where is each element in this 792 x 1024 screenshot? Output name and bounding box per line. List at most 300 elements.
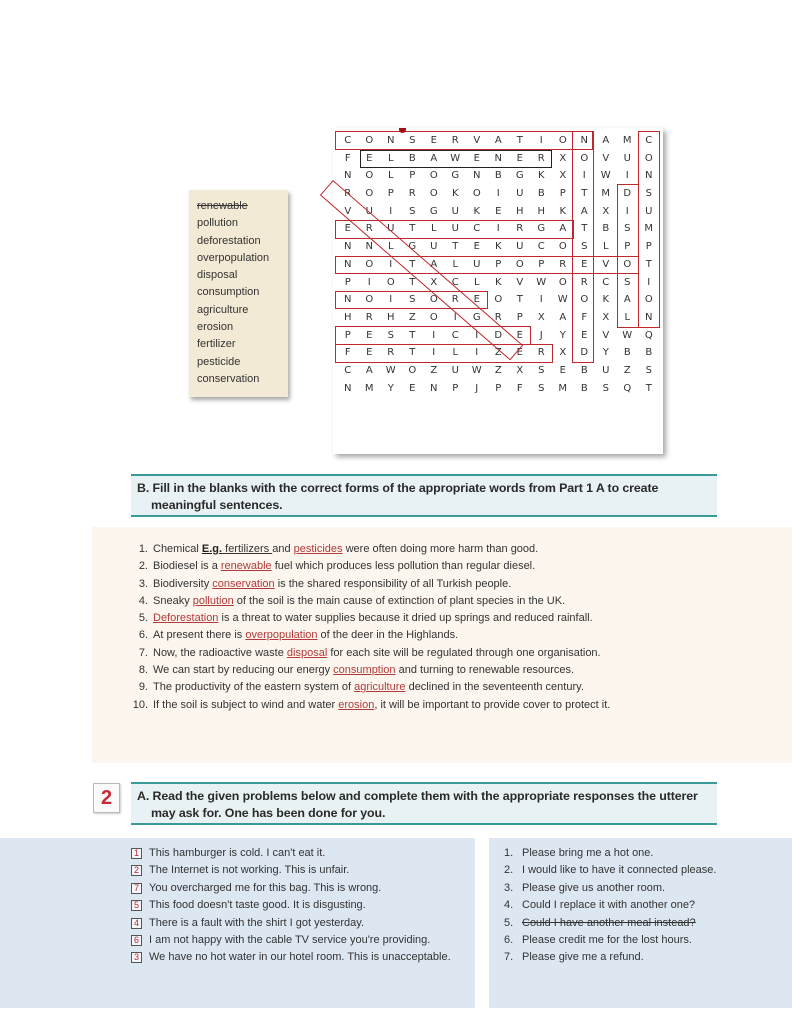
grid-cell: C <box>473 223 481 235</box>
problem-item <box>131 845 459 862</box>
grid-cell: I <box>647 276 651 288</box>
answer-blank: disposal <box>286 646 328 659</box>
grid-row <box>337 309 660 327</box>
problem-text: I am not happy with the cable TV service you're providing. <box>149 934 431 947</box>
fill-in-panel <box>92 527 792 763</box>
answer-blank: conservation <box>212 577 275 590</box>
grid-cell: A <box>559 311 567 323</box>
word-conservation: conservation <box>197 372 260 385</box>
grid-cell: E <box>473 294 480 306</box>
grid-cell: V <box>602 258 610 270</box>
word-fertilizer: fertilizer <box>197 338 236 351</box>
grid-cell: U <box>516 188 524 200</box>
grid-cell: I <box>539 135 543 146</box>
word-pesticide: pesticide <box>197 355 241 368</box>
grid-cell: H <box>537 205 546 217</box>
grid-cell: E <box>473 152 480 164</box>
grid-cell: U <box>473 258 481 270</box>
problem-text: You overcharged me for this bag. This is wrong. <box>149 881 382 894</box>
grid-cell: F <box>344 152 351 164</box>
grid-cell: O <box>365 294 374 306</box>
grid-cell: C <box>344 135 352 146</box>
grid-cell: O <box>580 294 589 306</box>
grid-cell: P <box>516 311 523 323</box>
problem-item <box>131 897 459 914</box>
answer-box[interactable]: 1 <box>131 848 142 859</box>
word-renewable: renewable <box>197 200 248 212</box>
word-pollution: pollution <box>197 217 238 230</box>
sentence-item: 10. If the soil is subject to wind and water erosion, it will be important to provide cover to protect it. <box>130 697 610 714</box>
grid-cell: X <box>516 364 524 376</box>
response-number: 7. <box>504 951 514 964</box>
grid-cell: I <box>475 329 479 341</box>
sentence-item: 2. Biodiesel is a renewable fuel which produces less pollution than regular diesel. <box>130 558 610 575</box>
sentence-number: 1. <box>138 543 148 555</box>
grid-cell: S <box>581 241 588 253</box>
grid-cell: R <box>559 258 567 270</box>
sentence-item: 8. We can start by reducing our energy consumption and turning to renewable resources. <box>130 662 610 679</box>
sentence-number: 10. <box>132 698 148 711</box>
grid-cell: I <box>539 294 543 306</box>
response-item <box>504 845 716 862</box>
grid-cell: U <box>451 364 459 376</box>
grid-cell: N <box>344 382 352 394</box>
response-text: Please credit me for the lost hours. <box>522 934 692 947</box>
grid-cell: W <box>471 364 482 376</box>
grid-cell: C <box>451 276 459 288</box>
grid-cell: K <box>602 294 610 306</box>
sentence-item: 7. Now, the radioactive waste disposal for each site will be regulated through one organisation. <box>130 645 610 662</box>
grid-cell: U <box>602 364 610 376</box>
grid-cell: T <box>516 294 523 306</box>
grid-cell: I <box>432 329 436 341</box>
grid-cell: L <box>387 241 394 253</box>
grid-cell: C <box>537 241 545 253</box>
grid-cell: L <box>452 258 459 270</box>
grid-cell: R <box>387 347 395 359</box>
grid-cell: O <box>365 188 374 200</box>
grid-cell: O <box>472 188 481 200</box>
problem-text: This hamburger is cold. I can't eat it. <box>149 847 326 859</box>
response-number: 5. <box>504 916 514 929</box>
grid-row <box>337 150 660 168</box>
problems-panel <box>0 838 475 1008</box>
grid-cell: N <box>344 258 352 270</box>
grid-cell: R <box>344 188 352 200</box>
grid-cell: G <box>451 170 460 182</box>
grid-cell: E <box>559 364 566 376</box>
sentence-item: 1. Chemical E.g. fertilizers and pesticides were often doing more harm than good. <box>130 541 610 558</box>
answer-blank: agriculture <box>354 681 406 694</box>
grid-cell: I <box>367 276 371 288</box>
grid-cell: M <box>622 135 632 146</box>
response-number: 6. <box>504 934 514 947</box>
grid-cell: K <box>451 188 459 200</box>
problem-item <box>131 862 459 879</box>
sentence-number: 8. <box>138 664 148 677</box>
sentence-number: 9. <box>138 681 148 694</box>
grid-row <box>337 256 660 274</box>
grid-cell: X <box>559 347 567 359</box>
answer-blank: renewable <box>220 560 272 573</box>
grid-cell: T <box>409 329 416 341</box>
grid-cell: U <box>387 223 395 235</box>
grid-cell: H <box>343 311 352 323</box>
grid-cell: O <box>408 364 417 376</box>
answer-blank: overpopulation <box>245 629 318 642</box>
grid-cell: N <box>494 152 502 164</box>
grid-cell: M <box>601 188 611 200</box>
word-search-puzzle <box>333 128 663 454</box>
problem-item <box>131 915 459 932</box>
answer-blank: consumption <box>333 664 396 677</box>
grid-cell: N <box>344 170 352 182</box>
response-item <box>504 915 716 932</box>
grid-cell: V <box>602 152 610 164</box>
example-label: E.g. <box>201 543 223 555</box>
word-disposal: disposal <box>197 269 238 282</box>
problem-text: We have no hot water in our hotel room. This is unacceptable. <box>149 951 451 964</box>
grid-cell: R <box>451 294 459 306</box>
grid-cell: L <box>473 276 480 288</box>
grid-cell: E <box>473 241 480 253</box>
grid-cell: S <box>624 276 631 288</box>
grid-cell: Z <box>494 347 502 359</box>
grid-cell: E <box>366 347 373 359</box>
grid-cell: R <box>537 347 545 359</box>
grid-row <box>337 203 660 221</box>
grid-cell: G <box>408 241 417 253</box>
grid-cell: X <box>602 205 610 217</box>
grid-cell: W <box>536 276 547 288</box>
grid-cell: E <box>581 258 588 270</box>
grid-cell: N <box>365 241 373 253</box>
grid-cell: I <box>625 205 629 217</box>
word-consumption: consumption <box>197 286 260 299</box>
grid-cell: R <box>494 311 502 323</box>
grid-cell: M <box>558 382 568 394</box>
grid-cell: I <box>582 170 586 182</box>
grid-cell: S <box>645 188 652 200</box>
grid-cell: E <box>366 152 373 164</box>
grid-cell: U <box>516 241 524 253</box>
grid-cell: C <box>645 135 653 146</box>
word-deforestation: deforestation <box>197 234 261 247</box>
sentence-number: 6. <box>138 629 148 642</box>
response-item <box>504 880 716 897</box>
answer-box[interactable]: 4 <box>131 918 142 929</box>
grid-cell: I <box>496 188 500 200</box>
grid-cell: O <box>644 294 653 306</box>
grid-cell: D <box>623 188 632 200</box>
grid-cell: G <box>537 223 546 235</box>
grid-cell: R <box>580 276 588 288</box>
problem-list <box>131 845 459 967</box>
grid-cell: O <box>558 276 567 288</box>
grid-cell: T <box>409 347 416 359</box>
grid-cell: W <box>557 294 568 306</box>
grid-cell: S <box>538 382 545 394</box>
grid-cell: V <box>602 329 610 341</box>
grid-cell: A <box>494 135 502 146</box>
grid-cell: S <box>387 329 394 341</box>
grid-cell: P <box>538 258 545 270</box>
grid-cell: A <box>623 294 631 306</box>
grid-cell: N <box>645 311 653 323</box>
grid-cell: S <box>409 205 416 217</box>
grid-cell: O <box>623 258 632 270</box>
grid-cell: K <box>559 205 567 217</box>
grid-cell: G <box>429 205 438 217</box>
answer-box[interactable]: 2 <box>131 865 142 876</box>
grid-cell: I <box>625 170 629 182</box>
grid-cell: O <box>386 276 395 288</box>
grid-cell: R <box>408 188 416 200</box>
grid-cell: L <box>602 241 609 253</box>
grid-cell: T <box>645 382 652 394</box>
sentence-list <box>130 541 610 714</box>
grid-row <box>337 132 660 150</box>
grid-cell: P <box>559 188 566 200</box>
grid-cell: E <box>516 329 523 341</box>
grid-cell: W <box>600 170 611 182</box>
grid-cell: B <box>645 347 653 359</box>
grid-cell: O <box>515 258 524 270</box>
grid-cell: Z <box>623 364 631 376</box>
grid-cell: E <box>366 329 373 341</box>
grid-cell: E <box>344 223 351 235</box>
sentence-number: 2. <box>138 560 148 573</box>
response-text: Please give us another room. <box>522 881 666 894</box>
grid-cell: O <box>365 258 374 270</box>
grid-cell: F <box>344 347 351 359</box>
grid-cell: N <box>387 135 395 146</box>
grid-cell: Q <box>644 329 653 341</box>
grid-cell: L <box>387 170 394 182</box>
response-text: Please give me a refund. <box>522 951 644 964</box>
grid-cell: E <box>495 205 502 217</box>
grid-cell: I <box>453 311 457 323</box>
grid-cell: K <box>473 205 481 217</box>
grid-cell: U <box>365 205 373 217</box>
grid-cell: J <box>539 329 543 341</box>
grid-cell: Z <box>430 364 438 376</box>
grid-cell: O <box>558 135 567 146</box>
grid-cell: I <box>496 223 500 235</box>
grid-cell: Y <box>387 382 394 394</box>
grid-cell: R <box>365 223 373 235</box>
grid-cell: P <box>387 188 394 200</box>
grid-cell: U <box>645 205 653 217</box>
grid-row <box>337 274 660 292</box>
grid-cell: G <box>515 170 524 182</box>
grid-cell: Z <box>408 311 416 323</box>
responses-panel <box>489 838 792 1008</box>
response-text: Please bring me a hot one. <box>522 847 654 859</box>
answer-box[interactable]: 5 <box>131 900 142 911</box>
grid-row <box>337 220 660 238</box>
grid-cell: T <box>409 258 416 270</box>
grid-cell: R <box>537 152 545 164</box>
sentence-number: 7. <box>138 646 148 659</box>
grid-cell: C <box>344 364 352 376</box>
grid-row <box>337 344 660 362</box>
answer-box[interactable]: 7 <box>131 883 142 894</box>
response-text: Could I replace it with another one? <box>522 899 696 912</box>
grid-cell: S <box>645 364 652 376</box>
grid-cell: S <box>409 294 416 306</box>
grid-cell: C <box>451 329 459 341</box>
grid-cell: B <box>623 347 631 359</box>
grid-cell: O <box>494 294 503 306</box>
grid-cell: A <box>430 152 438 164</box>
grid-row <box>337 291 660 309</box>
grid-cell: O <box>580 152 589 164</box>
grid-cell: V <box>344 205 352 217</box>
sentence-number: 4. <box>138 594 148 607</box>
answer-blank: Deforestation <box>153 612 219 625</box>
response-text: I would like to have it connected please. <box>522 864 717 877</box>
grid-cell: N <box>430 382 438 394</box>
grid-cell: I <box>389 258 393 270</box>
grid-cell: O <box>429 294 438 306</box>
grid-cell: E <box>409 382 416 394</box>
grid-cell: L <box>452 347 459 359</box>
grid-cell: T <box>581 188 588 200</box>
word-agriculture: agriculture <box>197 303 249 316</box>
answer-box[interactable]: 6 <box>131 935 142 946</box>
answer-blank: erosion <box>338 698 375 711</box>
grid-cell: E <box>516 347 523 359</box>
example-answer: fertilizers <box>222 543 273 555</box>
grid-cell: W <box>450 152 461 164</box>
grid-cell: B <box>537 188 545 200</box>
response-item <box>504 897 716 914</box>
grid-cell: X <box>602 311 610 323</box>
grid-cell: A <box>580 205 588 217</box>
grid-cell: O <box>644 152 653 164</box>
grid-cell: P <box>452 382 459 394</box>
grid-row <box>337 327 660 345</box>
grid-cell: X <box>559 152 567 164</box>
grid-cell: O <box>429 188 438 200</box>
grid-row <box>337 185 660 203</box>
grid-row <box>337 238 660 256</box>
problem-item <box>131 949 459 966</box>
grid-cell: E <box>516 152 523 164</box>
grid-cell: B <box>580 364 588 376</box>
sentence-item: 3. Biodiversity conservation is the shared responsibility of all Turkish people. <box>130 576 610 593</box>
grid-cell: H <box>386 311 395 323</box>
grid-cell: R <box>516 223 524 235</box>
response-number: 2. <box>504 864 514 877</box>
problem-text: This food doesn't taste good. It is disgusting. <box>149 899 366 912</box>
grid-cell: K <box>494 241 502 253</box>
grid-row <box>337 380 660 398</box>
grid-cell: M <box>364 382 374 394</box>
grid-cell: X <box>430 276 438 288</box>
grid-cell: E <box>430 135 437 146</box>
grid-cell: P <box>495 382 502 394</box>
grid-cell: P <box>645 241 652 253</box>
response-number: 3. <box>504 881 514 894</box>
grid-cell: P <box>624 241 631 253</box>
grid-cell: P <box>344 276 351 288</box>
grid-cell: K <box>537 170 545 182</box>
grid-cell: N <box>645 170 653 182</box>
grid-cell: B <box>602 223 610 235</box>
word-overpopulation: overpopulation <box>197 251 270 264</box>
grid-cell: O <box>429 311 438 323</box>
sentence-item: 6. At present there is overpopulation of the deer in the Highlands. <box>130 627 610 644</box>
sentence-item: 4. Sneaky pollution of the soil is the main cause of extinction of plant species in the UK. <box>130 593 610 610</box>
grid-cell: A <box>602 135 610 146</box>
sentence-item: 9. The productivity of the eastern system of agriculture declined in the seventeenth century. <box>130 679 610 696</box>
grid-cell: O <box>558 241 567 253</box>
grid-cell: I <box>432 347 436 359</box>
grid-cell: G <box>472 311 481 323</box>
response-item <box>504 932 716 949</box>
grid-cell: D <box>494 329 503 341</box>
sentence-item: 5. Deforestation is a threat to water supplies because it dried up springs and reduced rainfall. <box>130 610 610 627</box>
grid-cell: X <box>559 170 567 182</box>
grid-cell: U <box>430 241 438 253</box>
grid-cell: O <box>365 135 374 146</box>
grid-cell: I <box>389 205 393 217</box>
grid-cell: N <box>344 294 352 306</box>
grid-cell: T <box>409 223 416 235</box>
sentence-number: 3. <box>138 577 148 590</box>
response-list <box>504 845 716 967</box>
grid-cell: U <box>623 152 631 164</box>
grid-cell: A <box>430 258 438 270</box>
grid-cell: P <box>409 170 416 182</box>
grid-cell: X <box>537 311 545 323</box>
grid-cell: C <box>602 276 610 288</box>
grid-cell: P <box>344 329 351 341</box>
grid-cell: D <box>580 347 589 359</box>
response-item <box>504 949 716 966</box>
grid-cell: S <box>624 223 631 235</box>
response-text: Could I have another meal instead? <box>522 916 696 929</box>
response-item <box>504 862 716 879</box>
grid-row <box>337 167 660 185</box>
sentence-number: 5. <box>138 612 148 625</box>
grid-cell: M <box>644 223 654 235</box>
grid-cell: K <box>494 276 502 288</box>
grid-cell: F <box>581 311 588 323</box>
section-b-heading: B. Fill in the blanks with the correct forms of the appropriate words from Part 1 A to create meaningful sentences. <box>131 474 717 517</box>
grid-cell: T <box>645 258 652 270</box>
grid-cell: F <box>516 382 523 394</box>
grid-cell: O <box>429 170 438 182</box>
exercise-number-badge: 2 <box>93 783 120 813</box>
grid-cell: B <box>494 170 502 182</box>
grid-cell: N <box>473 170 481 182</box>
response-number: 4. <box>504 899 514 912</box>
answer-box[interactable]: 3 <box>131 952 142 963</box>
grid-cell: L <box>430 223 437 235</box>
grid-cell: P <box>495 258 502 270</box>
grid-cell: W <box>385 364 396 376</box>
grid-cell: N <box>344 241 352 253</box>
grid-cell: T <box>409 276 416 288</box>
letter-grid <box>337 132 660 397</box>
grid-cell: I <box>389 294 393 306</box>
grid-cell: A <box>365 364 373 376</box>
grid-cell: E <box>581 329 588 341</box>
grid-cell: A <box>559 223 567 235</box>
